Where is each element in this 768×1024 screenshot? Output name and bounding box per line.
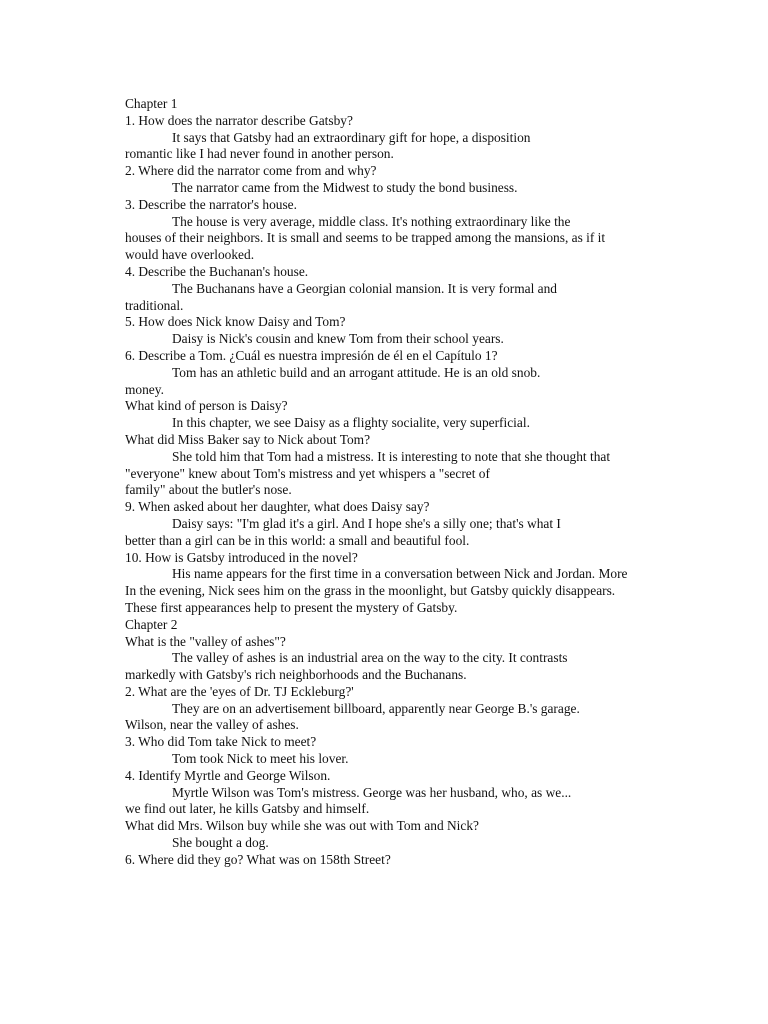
- answer-line: Tom took Nick to meet his lover.: [172, 751, 349, 767]
- text-line: family" about the butler's nose.: [125, 482, 292, 498]
- text-line: 4. Identify Myrtle and George Wilson.: [125, 767, 331, 783]
- text-line: What is the "valley of ashes"?: [125, 633, 286, 649]
- text-line: Wilson, near the valley of ashes.: [125, 717, 299, 733]
- text-line: markedly with Gatsby's rich neighborhoods and the Buchanans.: [125, 667, 467, 683]
- text-line: better than a girl can be in this world: a small and beautiful fool.: [125, 532, 470, 548]
- text-line: 2. Where did the narrator come from and why?: [125, 163, 377, 179]
- text-line: Chapter 2: [125, 616, 178, 632]
- text-line: we find out later, he kills Gatsby and himself.: [125, 801, 370, 817]
- document-page: [125, 96, 685, 869]
- answer-line: Tom has an athletic build and an arrogant attitude. He is an old snob.: [172, 364, 541, 380]
- text-line: 1. How does the narrator describe Gatsby?: [125, 112, 353, 128]
- text-line: houses of their neighbors. It is small and seems to be trapped among the mansions, as if it: [125, 230, 606, 246]
- text-line: 9. When asked about her daughter, what does Daisy say?: [125, 499, 430, 515]
- text-line: traditional.: [125, 297, 184, 313]
- answer-line: The Buchanans have a Georgian colonial mansion. It is very formal and: [172, 280, 557, 296]
- text-line: would have overlooked.: [125, 247, 255, 263]
- text-line: What did Mrs. Wilson buy while she was out with Tom and Nick?: [125, 818, 479, 834]
- text-line: What kind of person is Daisy?: [125, 398, 288, 414]
- text-line: 3. Describe the narrator's house.: [125, 196, 297, 212]
- answer-line: Daisy is Nick's cousin and knew Tom from their school years.: [172, 331, 504, 347]
- answer-line: It says that Gatsby had an extraordinary gift for hope, a disposition: [172, 129, 531, 145]
- answer-line: Daisy says: "I'm glad it's a girl. And I hope she's a silly one; that's what I: [172, 515, 561, 531]
- text-line: 10. How is Gatsby introduced in the novel?: [125, 549, 358, 565]
- text-line: "everyone" knew about Tom's mistress and yet whispers a "secret of: [125, 465, 490, 481]
- answer-line: Myrtle Wilson was Tom's mistress. George was her husband, who, as we...: [172, 784, 572, 800]
- document-body: [125, 96, 685, 869]
- answer-line: The valley of ashes is an industrial area on the way to the city. It contrasts: [172, 650, 568, 666]
- answer-line: The house is very average, middle class. It's nothing extraordinary like the: [172, 213, 571, 229]
- answer-line: His name appears for the first time in a conversation between Nick and Jordan. More: [172, 566, 628, 582]
- text-line: 3. Who did Tom take Nick to meet?: [125, 734, 317, 750]
- text-line: 6. Where did they go? What was on 158th Street?: [125, 851, 391, 867]
- text-line: money.: [125, 381, 164, 397]
- text-line: These first appearances help to present the mystery of Gatsby.: [125, 599, 458, 615]
- answer-line: The narrator came from the Midwest to study the bond business.: [172, 179, 518, 195]
- text-line: Chapter 1: [125, 96, 178, 111]
- text-line: romantic like I had never found in another person.: [125, 146, 394, 162]
- text-line: 2. What are the 'eyes of Dr. TJ Eckleburg?': [125, 683, 354, 699]
- answer-line: In this chapter, we see Daisy as a flighty socialite, very superficial.: [172, 415, 530, 431]
- text-line: 6. Describe a Tom. ¿Cuál es nuestra impresión de él en el Capítulo 1?: [125, 347, 498, 363]
- text-line: What did Miss Baker say to Nick about Tom?: [125, 431, 371, 447]
- text-line: 5. How does Nick know Daisy and Tom?: [125, 314, 346, 330]
- text-line: 4. Describe the Buchanan's house.: [125, 263, 309, 279]
- answer-line: She bought a dog.: [172, 835, 269, 851]
- answer-line: They are on an advertisement billboard, apparently near George B.'s garage.: [172, 700, 580, 716]
- text-line: In the evening, Nick sees him on the grass in the moonlight, but Gatsby quickly disappears.: [125, 583, 616, 599]
- answer-line: She told him that Tom had a mistress. It is interesting to note that she thought that: [172, 448, 611, 464]
